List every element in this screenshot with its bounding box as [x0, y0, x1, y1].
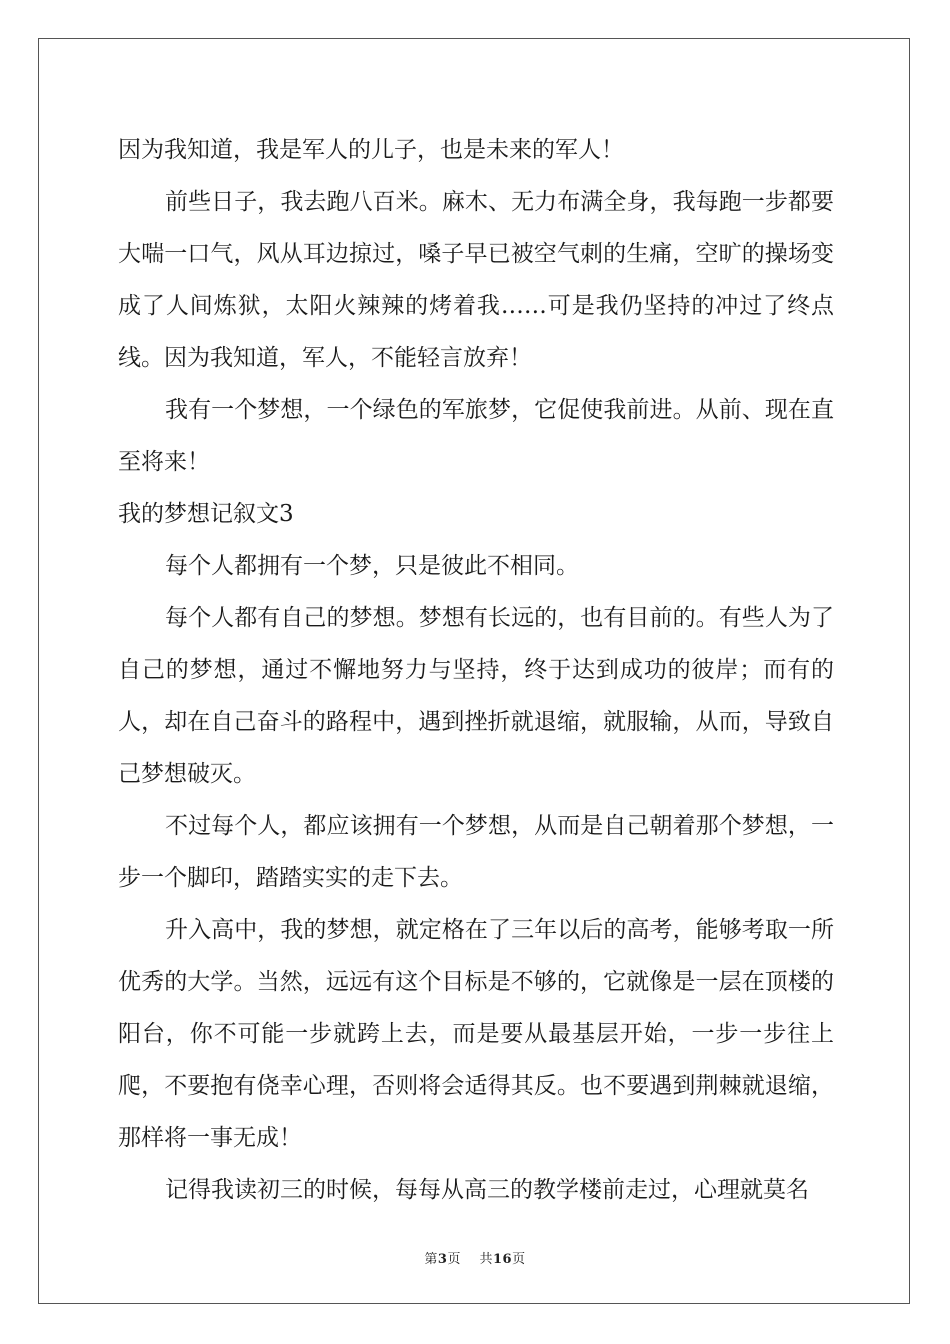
total-pages: 16	[493, 1252, 513, 1267]
total-prefix: 共	[479, 1252, 493, 1267]
paragraph: 不过每个人，都应该拥有一个梦想，从而是自己朝着那个梦想，一步一个脚印，踏踏实实的走下去。	[118, 813, 834, 891]
page-number: 3	[437, 1252, 448, 1267]
paragraph: 记得我读初三的时候，每每从高三的教学楼前走过，心理就莫名	[165, 1177, 809, 1203]
total-suffix: 页	[512, 1252, 526, 1267]
paragraph: 升入高中，我的梦想，就定格在了三年以后的高考，能够考取一所优秀的大学。当然，远远有这个目标是不够的，它就像是一层在顶楼的阳台，你不可能一步就跨上去，而是要从最基层开始，一步一步往上爬，不要抱有侥幸心理，否则将会适得其反。也不要遇到荆棘就退缩，那样将一事无成！	[118, 917, 834, 1151]
page-prefix: 第	[424, 1252, 438, 1267]
paragraph: 我有一个梦想，一个绿色的军旅梦，它促使我前进。从前、现在直至将来！	[118, 397, 834, 475]
paragraph: 因为我知道，我是军人的儿子，也是未来的军人！	[118, 137, 624, 163]
paragraph: 前些日子，我去跑八百米。麻木、无力布满全身，我每跑一步都要大喘一口气，风从耳边掠过，嗓子早已被空气刺的生痛，空旷的操场变成了人间炼狱，太阳火辣辣的烤着我……可是我仍坚持的冲过了终点线。因为我知道，军人，不能轻言放弃！	[118, 189, 834, 371]
paragraph: 每个人都有自己的梦想。梦想有长远的，也有目前的。有些人为了自己的梦想，通过不懈地努力与坚持，终于达到成功的彼岸；而有的人，却在自己奋斗的路程中，遇到挫折就退缩，就服输，从而，导致自己梦想破灭。	[118, 605, 834, 787]
section-heading: 我的梦想记叙文3	[118, 501, 294, 527]
page-footer	[0, 1248, 950, 1267]
paragraph: 每个人都拥有一个梦，只是彼此不相同。	[165, 553, 579, 579]
document-body	[118, 124, 834, 1216]
page-suffix: 页	[447, 1252, 461, 1267]
